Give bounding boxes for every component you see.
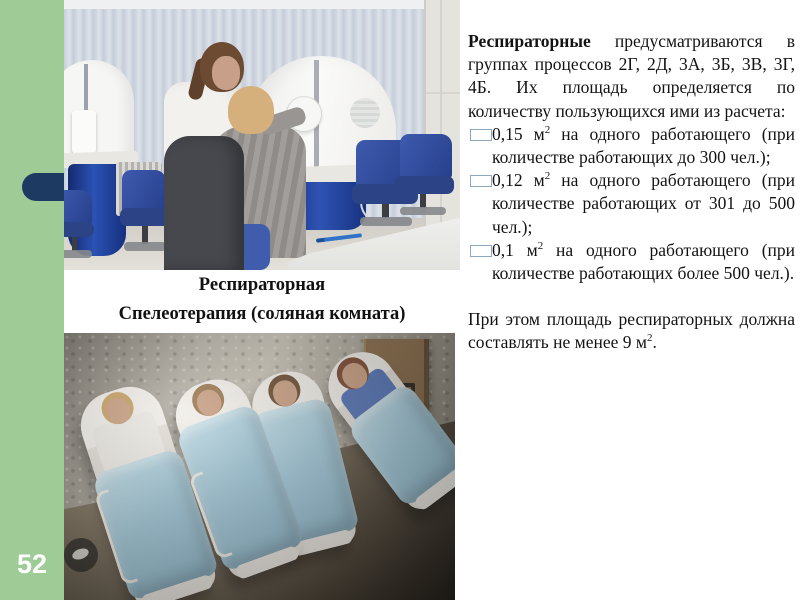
bullet-value: 0,15 м [492, 123, 545, 144]
blinds-valance [64, 0, 460, 9]
bullet-item [468, 123, 795, 169]
chair-post [420, 194, 426, 208]
bullet-value: 0,1 м [492, 239, 538, 260]
photo-vignette [64, 333, 455, 600]
bullet-rest: на одного работающего (при количестве работающих до 300 чел.); [492, 123, 795, 168]
caption-line-1: Респираторная [198, 275, 326, 295]
dark-office-chair [164, 136, 270, 270]
chair-base [400, 207, 446, 215]
bullet-text [492, 239, 795, 285]
chair-back [400, 134, 452, 178]
decorative-pill [22, 173, 64, 201]
intro-rest: предусматриваются в группах процессов 2Г, 2Д, 3А, 3Б, 3В, 3Г, 4Б. Их площадь определяется по количеству пользующихся ими из расчета: [468, 31, 795, 121]
respiratory-room-photo [64, 0, 460, 270]
chair-seat [394, 176, 454, 194]
chair-post [72, 237, 77, 251]
bullet-box-icon [470, 175, 492, 187]
bullet-text [492, 169, 795, 239]
bullet-item [468, 239, 795, 285]
bullet-rest: на одного работающего (при количестве работающих от 301 до 500 чел.); [492, 170, 795, 237]
salt-room-photo [64, 333, 455, 600]
bullet-rest: на одного работающего (при количестве работающих более 500 чел.). [492, 239, 795, 284]
photo-caption [64, 271, 460, 329]
caption-line-2: Спелеотерапия (соляная комната) [118, 304, 406, 324]
chair-base [124, 242, 166, 251]
superscript: 2 [544, 170, 551, 183]
office-chair [64, 190, 96, 260]
inhaler-device [72, 110, 96, 154]
closing-text: При этом площадь респираторных должна составлять не менее 9 м [468, 309, 795, 353]
chair-base [360, 217, 412, 226]
bullet-value: 0,12 м [492, 170, 545, 191]
superscript: 2 [537, 240, 544, 252]
chair-post [382, 204, 389, 218]
chair-back [64, 190, 92, 224]
bullet-text [492, 123, 795, 169]
patient-hair [228, 86, 274, 134]
superscript: 2 [647, 332, 653, 345]
chair-back [122, 170, 166, 212]
accent-bar [0, 0, 64, 600]
bullet-box-icon [470, 245, 492, 257]
vent-grille [350, 98, 380, 128]
intro-bold: Респираторные [468, 31, 591, 51]
chair-seat [64, 222, 94, 237]
closing-period: . [652, 332, 657, 353]
chair-seat [120, 208, 170, 226]
intro-paragraph [468, 30, 795, 123]
closing-paragraph [468, 308, 795, 354]
body-text-column [468, 30, 795, 355]
superscript: 2 [544, 123, 551, 136]
nurse-face [212, 56, 240, 90]
chair-back [164, 136, 244, 270]
chair-base [64, 250, 92, 258]
office-chair [394, 134, 456, 218]
bullet-item [468, 169, 795, 239]
bullet-box-icon [470, 129, 492, 141]
page-number: 52 [16, 549, 48, 579]
